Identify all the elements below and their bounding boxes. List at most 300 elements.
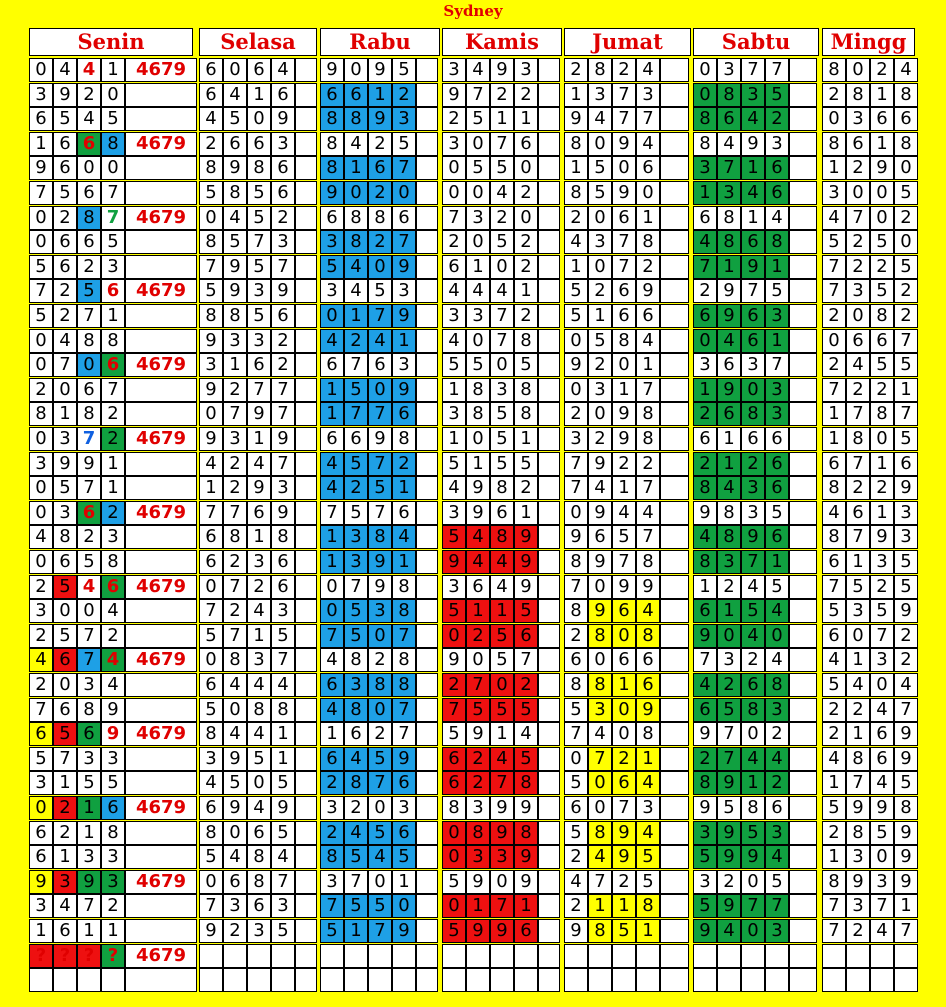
digit-cell: 2 xyxy=(53,821,77,845)
digit-cell: 3 xyxy=(442,58,466,82)
digit-cell: 1 xyxy=(612,476,636,500)
digit-cell: 0 xyxy=(822,107,846,131)
digit-cell: 2 xyxy=(368,132,392,156)
spacer-cell xyxy=(789,378,817,402)
digit-cell: 6 xyxy=(717,107,741,131)
digit-cell: 3 xyxy=(741,83,765,107)
spacer-cell xyxy=(295,230,317,254)
digit-cell: 8 xyxy=(247,870,271,894)
digit-cell: 6 xyxy=(490,501,514,525)
digit-cell: 7 xyxy=(199,501,223,525)
digit-cell: 5 xyxy=(514,452,538,476)
digit-cell: 9 xyxy=(53,452,77,476)
digit-cell: 8 xyxy=(223,181,247,205)
digit-cell: 3 xyxy=(271,599,295,623)
digit-cell: 1 xyxy=(490,107,514,131)
spacer-cell xyxy=(538,501,560,525)
spacer-cell xyxy=(295,968,317,992)
digit-cell: 0 xyxy=(765,624,789,648)
digit-cell: 1 xyxy=(870,83,894,107)
digit-cell: 5 xyxy=(392,132,416,156)
digit-cell: 6 xyxy=(846,501,870,525)
spacer-cell xyxy=(538,353,560,377)
digit-cell: 2 xyxy=(693,747,717,771)
digit-cell: 6 xyxy=(344,427,368,451)
digit-cell: 2 xyxy=(271,206,295,230)
digit-cell: 5 xyxy=(344,452,368,476)
digit-cell: 2 xyxy=(846,698,870,722)
digit-cell: 3 xyxy=(29,599,53,623)
digit-cell: 2 xyxy=(514,476,538,500)
digit-cell: 8 xyxy=(636,230,660,254)
digit-cell: 2 xyxy=(53,206,77,230)
digit-cell: 1 xyxy=(514,427,538,451)
digit-cell: 8 xyxy=(344,230,368,254)
digit-cell: 4 xyxy=(199,452,223,476)
digit-cell: 2 xyxy=(765,722,789,746)
digit-cell: 7 xyxy=(741,894,765,918)
digit-cell: 3 xyxy=(223,894,247,918)
digit-cell: 9 xyxy=(693,722,717,746)
spacer-cell xyxy=(416,845,438,869)
digit-cell: 6 xyxy=(77,132,101,156)
digit-cell: 2 xyxy=(636,452,660,476)
digit-cell: 1 xyxy=(442,427,466,451)
digit-cell: 2 xyxy=(223,378,247,402)
digit-cell: 9 xyxy=(442,648,466,672)
digit-cell: 0 xyxy=(29,476,53,500)
digit-cell: 8 xyxy=(442,796,466,820)
spacer-cell xyxy=(538,796,560,820)
digit-cell: 1 xyxy=(442,378,466,402)
digit-cell: 5 xyxy=(344,501,368,525)
senin-mark: 4679 xyxy=(125,58,197,82)
digit-cell: 9 xyxy=(717,304,741,328)
digit-cell: 4 xyxy=(320,452,344,476)
spacer-cell xyxy=(660,870,689,894)
spacer-cell xyxy=(660,181,689,205)
digit-cell: 3 xyxy=(442,575,466,599)
senin-mark: 4679 xyxy=(125,722,197,746)
digit-cell xyxy=(693,968,717,992)
digit-cell: 4 xyxy=(320,698,344,722)
digit-cell: 0 xyxy=(466,132,490,156)
digit-cell: ? xyxy=(101,944,125,968)
digit-cell: 7 xyxy=(368,402,392,426)
digit-cell: 7 xyxy=(822,575,846,599)
senin-mark: 4679 xyxy=(125,279,197,303)
digit-cell: 6 xyxy=(53,919,77,943)
spacer-cell xyxy=(295,771,317,795)
spacer-cell xyxy=(416,796,438,820)
digit-cell: 6 xyxy=(564,796,588,820)
spacer-cell xyxy=(416,230,438,254)
spacer-cell xyxy=(789,156,817,180)
digit-cell: 9 xyxy=(199,919,223,943)
digit-cell xyxy=(466,944,490,968)
digit-cell: 2 xyxy=(717,575,741,599)
digit-cell: 8 xyxy=(636,427,660,451)
digit-cell: 6 xyxy=(199,525,223,549)
digit-cell: 5 xyxy=(490,624,514,648)
senin-mark xyxy=(125,156,197,180)
senin-mark xyxy=(125,107,197,131)
spacer-cell xyxy=(295,206,317,230)
digit-cell: 7 xyxy=(693,255,717,279)
digit-cell: 3 xyxy=(765,919,789,943)
digit-cell: 2 xyxy=(846,919,870,943)
digit-cell: 8 xyxy=(514,771,538,795)
digit-cell: 2 xyxy=(271,353,295,377)
digit-cell: 2 xyxy=(344,796,368,820)
digit-cell: 2 xyxy=(765,107,789,131)
digit-cell: 7 xyxy=(636,525,660,549)
digit-cell: 1 xyxy=(271,747,295,771)
digit-cell: 6 xyxy=(199,796,223,820)
digit-cell: 6 xyxy=(765,525,789,549)
digit-cell: 7 xyxy=(636,476,660,500)
digit-cell: 8 xyxy=(344,698,368,722)
spacer-cell xyxy=(295,673,317,697)
digit-cell: 7 xyxy=(564,452,588,476)
digit-cell: 1 xyxy=(822,845,846,869)
digit-cell: 1 xyxy=(822,771,846,795)
digit-cell: 1 xyxy=(894,894,918,918)
digit-cell: 9 xyxy=(741,845,765,869)
spacer-cell xyxy=(660,230,689,254)
digit-cell: 2 xyxy=(514,181,538,205)
digit-cell: 9 xyxy=(514,550,538,574)
digit-cell: 6 xyxy=(199,673,223,697)
spacer-cell xyxy=(660,747,689,771)
digit-cell: 3 xyxy=(29,771,53,795)
digit-cell: 1 xyxy=(392,476,416,500)
digit-cell: 9 xyxy=(612,402,636,426)
digit-cell: 1 xyxy=(368,83,392,107)
digit-cell: 5 xyxy=(870,353,894,377)
digit-cell: 1 xyxy=(392,329,416,353)
spacer-cell xyxy=(789,648,817,672)
spacer-cell xyxy=(295,919,317,943)
digit-cell: 0 xyxy=(822,329,846,353)
digit-cell: 7 xyxy=(77,648,101,672)
digit-cell: 6 xyxy=(765,476,789,500)
digit-cell: 2 xyxy=(320,821,344,845)
digit-cell: 5 xyxy=(894,550,918,574)
digit-cell: 2 xyxy=(894,304,918,328)
digit-cell: 0 xyxy=(223,58,247,82)
digit-cell: 7 xyxy=(199,599,223,623)
digit-cell: 4 xyxy=(741,181,765,205)
digit-cell: 2 xyxy=(101,427,125,451)
digit-cell: 5 xyxy=(822,599,846,623)
digit-cell: 5 xyxy=(466,698,490,722)
digit-cell: 5 xyxy=(442,525,466,549)
digit-cell: 8 xyxy=(77,329,101,353)
digit-cell: 5 xyxy=(29,747,53,771)
spacer-cell xyxy=(538,279,560,303)
spacer-cell xyxy=(789,845,817,869)
digit-cell: 3 xyxy=(223,329,247,353)
digit-cell: 9 xyxy=(29,156,53,180)
digit-cell: 6 xyxy=(612,771,636,795)
digit-cell: 3 xyxy=(765,402,789,426)
digit-cell: 7 xyxy=(368,452,392,476)
header-mingg: Mingg xyxy=(822,28,915,56)
digit-cell: 9 xyxy=(514,575,538,599)
digit-cell: 3 xyxy=(344,673,368,697)
digit-cell: 8 xyxy=(588,821,612,845)
digit-cell: 4 xyxy=(894,673,918,697)
digit-cell: 4 xyxy=(271,58,295,82)
digit-cell: 2 xyxy=(199,132,223,156)
digit-cell: 0 xyxy=(199,870,223,894)
digit-cell: 7 xyxy=(368,919,392,943)
digit-cell: 5 xyxy=(693,845,717,869)
spacer-cell xyxy=(295,378,317,402)
spacer-cell xyxy=(295,648,317,672)
digit-cell: 1 xyxy=(846,722,870,746)
digit-cell xyxy=(223,968,247,992)
digit-cell xyxy=(344,968,368,992)
digit-cell: 8 xyxy=(514,378,538,402)
digit-cell: 6 xyxy=(247,132,271,156)
digit-cell: 1 xyxy=(53,402,77,426)
senin-mark xyxy=(125,599,197,623)
digit-cell: 9 xyxy=(442,83,466,107)
digit-cell: 3 xyxy=(320,870,344,894)
digit-cell xyxy=(717,944,741,968)
digit-cell: 0 xyxy=(612,722,636,746)
digit-cell: 6 xyxy=(199,550,223,574)
digit-cell: 2 xyxy=(442,107,466,131)
digit-cell xyxy=(514,968,538,992)
digit-cell: 6 xyxy=(822,550,846,574)
spacer-cell xyxy=(416,255,438,279)
digit-cell: 5 xyxy=(894,353,918,377)
header-selasa: Selasa xyxy=(199,28,317,56)
digit-cell: 0 xyxy=(514,206,538,230)
digit-cell xyxy=(894,944,918,968)
digit-cell: 0 xyxy=(612,698,636,722)
digit-cell: 5 xyxy=(53,107,77,131)
digit-cell: 7 xyxy=(612,796,636,820)
digit-cell: 2 xyxy=(846,156,870,180)
digit-cell: 5 xyxy=(717,698,741,722)
digit-cell: 0 xyxy=(368,378,392,402)
digit-cell: 0 xyxy=(199,648,223,672)
digit-cell: 3 xyxy=(588,378,612,402)
digit-cell: 9 xyxy=(53,83,77,107)
digit-cell: 6 xyxy=(741,230,765,254)
digit-cell: 5 xyxy=(53,722,77,746)
digit-cell: 7 xyxy=(490,304,514,328)
digit-cell xyxy=(741,944,765,968)
digit-cell: 5 xyxy=(765,83,789,107)
spacer-cell xyxy=(538,722,560,746)
digit-cell: 1 xyxy=(344,156,368,180)
digit-cell: 2 xyxy=(101,624,125,648)
digit-cell: 9 xyxy=(490,919,514,943)
digit-cell: 6 xyxy=(392,771,416,795)
digit-cell: 0 xyxy=(564,378,588,402)
digit-cell: 7 xyxy=(368,304,392,328)
digit-cell: 2 xyxy=(392,83,416,107)
digit-cell xyxy=(564,944,588,968)
digit-cell: 4 xyxy=(344,132,368,156)
digit-cell: 2 xyxy=(247,575,271,599)
digit-cell: 8 xyxy=(77,698,101,722)
digit-cell: 4 xyxy=(320,476,344,500)
digit-cell: 4 xyxy=(490,181,514,205)
spacer-cell xyxy=(789,279,817,303)
digit-cell: 3 xyxy=(247,550,271,574)
digit-cell xyxy=(77,968,101,992)
digit-cell: 7 xyxy=(29,181,53,205)
digit-cell: 4 xyxy=(223,83,247,107)
digit-cell: 8 xyxy=(717,501,741,525)
digit-cell: 0 xyxy=(466,230,490,254)
senin-mark xyxy=(125,821,197,845)
spacer-cell xyxy=(789,599,817,623)
digit-cell: 7 xyxy=(636,378,660,402)
spacer-cell xyxy=(789,796,817,820)
digit-cell: 9 xyxy=(693,624,717,648)
spacer-cell xyxy=(789,230,817,254)
digit-cell: 7 xyxy=(199,894,223,918)
digit-cell: 9 xyxy=(392,255,416,279)
spacer-cell xyxy=(660,894,689,918)
digit-cell: 5 xyxy=(741,821,765,845)
digit-cell: 4 xyxy=(344,255,368,279)
digit-cell: 1 xyxy=(320,378,344,402)
digit-cell: 1 xyxy=(612,378,636,402)
digit-cell xyxy=(765,968,789,992)
digit-cell: 3 xyxy=(247,279,271,303)
digit-cell: 5 xyxy=(870,230,894,254)
digit-cell: 9 xyxy=(894,845,918,869)
digit-cell: 0 xyxy=(442,845,466,869)
digit-cell: 2 xyxy=(29,624,53,648)
spacer-cell xyxy=(789,968,817,992)
digit-cell: 6 xyxy=(101,279,125,303)
digit-cell: 8 xyxy=(870,304,894,328)
digit-cell: 6 xyxy=(894,107,918,131)
digit-cell: 2 xyxy=(368,230,392,254)
digit-cell: 2 xyxy=(514,230,538,254)
digit-cell: 0 xyxy=(442,156,466,180)
digit-cell: 5 xyxy=(271,771,295,795)
spacer-cell xyxy=(416,206,438,230)
digit-cell: 5 xyxy=(368,476,392,500)
digit-cell: 6 xyxy=(564,648,588,672)
digit-cell: 0 xyxy=(223,698,247,722)
spacer-cell xyxy=(538,944,560,968)
digit-cell xyxy=(765,944,789,968)
digit-cell: 1 xyxy=(636,353,660,377)
digit-cell: 3 xyxy=(588,83,612,107)
digit-cell: 0 xyxy=(636,181,660,205)
digit-cell: 8 xyxy=(490,476,514,500)
digit-cell: 6 xyxy=(29,722,53,746)
digit-cell: 1 xyxy=(247,525,271,549)
digit-cell: 3 xyxy=(77,673,101,697)
digit-cell: 9 xyxy=(77,870,101,894)
digit-cell: 7 xyxy=(588,870,612,894)
digit-cell: 6 xyxy=(368,156,392,180)
digit-cell: 4 xyxy=(717,132,741,156)
digit-cell: 1 xyxy=(765,255,789,279)
digit-cell: 9 xyxy=(466,476,490,500)
digit-cell: 0 xyxy=(894,156,918,180)
digit-cell: 5 xyxy=(77,279,101,303)
digit-cell: 4 xyxy=(588,722,612,746)
digit-cell: 3 xyxy=(392,353,416,377)
spacer-cell xyxy=(416,575,438,599)
digit-cell: 5 xyxy=(870,599,894,623)
digit-cell xyxy=(199,944,223,968)
digit-cell: 3 xyxy=(846,845,870,869)
digit-cell xyxy=(368,968,392,992)
digit-cell: 8 xyxy=(741,402,765,426)
spacer-cell xyxy=(416,870,438,894)
spacer-cell xyxy=(416,476,438,500)
digit-cell: 6 xyxy=(368,353,392,377)
digit-cell: 9 xyxy=(894,870,918,894)
digit-cell: 7 xyxy=(564,575,588,599)
spacer-cell xyxy=(538,58,560,82)
digit-cell: 0 xyxy=(77,353,101,377)
digit-cell: 4 xyxy=(199,771,223,795)
digit-cell: 5 xyxy=(392,845,416,869)
spacer-cell xyxy=(538,648,560,672)
digit-cell: 6 xyxy=(392,501,416,525)
digit-cell: 4 xyxy=(612,501,636,525)
digit-cell: 2 xyxy=(564,58,588,82)
digit-cell: 6 xyxy=(53,132,77,156)
digit-cell: 9 xyxy=(564,353,588,377)
digit-cell: 7 xyxy=(101,206,125,230)
spacer-cell xyxy=(789,821,817,845)
digit-cell: 0 xyxy=(846,304,870,328)
digit-cell xyxy=(822,944,846,968)
spacer-cell xyxy=(538,83,560,107)
digit-cell: 6 xyxy=(271,181,295,205)
spacer-cell xyxy=(295,107,317,131)
digit-cell: 0 xyxy=(870,181,894,205)
digit-cell: 9 xyxy=(368,427,392,451)
digit-cell: 2 xyxy=(765,771,789,795)
digit-cell: 4 xyxy=(741,747,765,771)
digit-cell: ? xyxy=(77,944,101,968)
digit-cell: 3 xyxy=(271,230,295,254)
digit-cell: 1 xyxy=(894,378,918,402)
digit-cell xyxy=(870,944,894,968)
digit-cell: 0 xyxy=(466,648,490,672)
digit-cell: 0 xyxy=(247,107,271,131)
digit-cell: 9 xyxy=(77,452,101,476)
digit-cell: 9 xyxy=(894,722,918,746)
digit-cell: 4 xyxy=(490,747,514,771)
digit-cell: 6 xyxy=(199,83,223,107)
spacer-cell xyxy=(295,944,317,968)
digit-cell: 8 xyxy=(636,550,660,574)
spacer-cell xyxy=(538,230,560,254)
spacer-cell xyxy=(538,771,560,795)
digit-cell: 7 xyxy=(466,673,490,697)
digit-cell xyxy=(271,944,295,968)
spacer-cell xyxy=(295,329,317,353)
